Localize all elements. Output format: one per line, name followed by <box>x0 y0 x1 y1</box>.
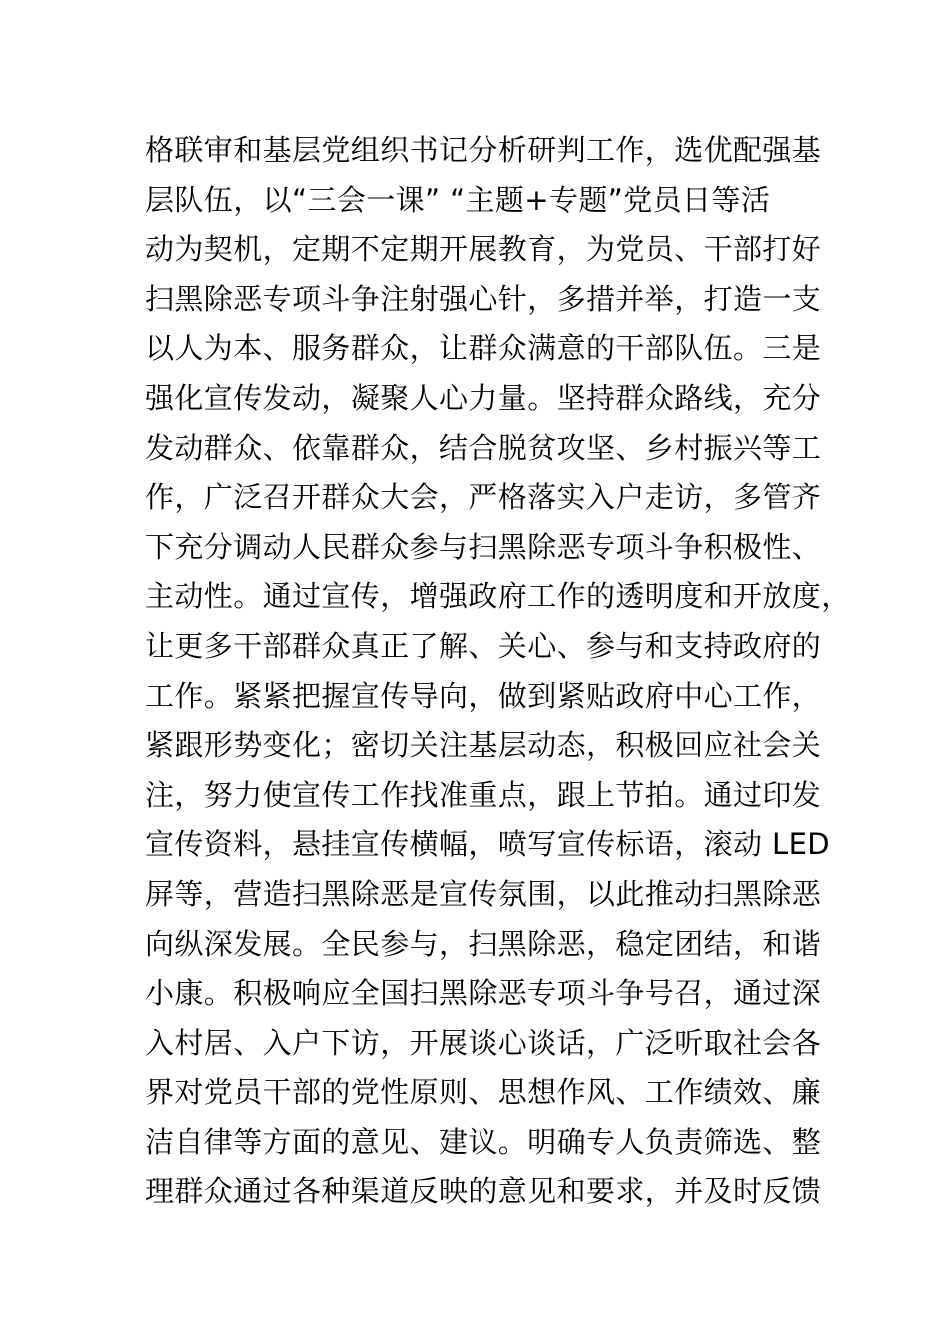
text-line: 向纵深发展。全民参与，扫黑除恶，稳定团结，和谐 <box>145 926 822 961</box>
text-line: 入村居、入户下访，开展谈心谈话，广泛听取社会各 <box>145 1025 822 1060</box>
text-line: 让更多干部群众真正了解、关心、参与和支持政府的 <box>145 628 822 663</box>
text-line: 强化宣传发动，凝聚人心力量。坚持群众路线，充分 <box>145 380 822 415</box>
text-line: 宣传资料，悬挂宣传横幅，喷写宣传标语，滚动 LED <box>145 827 831 862</box>
text-line: 注，努力使宣传工作找准重点，跟上节拍。通过印发 <box>145 777 822 812</box>
text-line: 紧跟形势变化；密切关注基层动态，积极回应社会关 <box>145 728 822 763</box>
text-line: 作，广泛召开群众大会，严格落实入户走访，多管齐 <box>145 480 822 515</box>
text-line: 层队伍，以“三会一课” “主题+专题”党员日等活 <box>145 182 771 217</box>
text-line: 扫黑除恶专项斗争注射强心针，多措并举，打造一支 <box>145 281 822 316</box>
text-line: 发动群众、依靠群众，结合脱贫攻坚、乡村振兴等工 <box>145 430 822 465</box>
text-line: 主动性。通过宣传，增强政府工作的透明度和开放度， <box>145 579 851 614</box>
text-line: 理群众通过各种渠道反映的意见和要求，并及时反馈 <box>145 1174 822 1209</box>
text-line: 以人为本、服务群众，让群众满意的干部队伍。三是 <box>145 331 822 366</box>
text-line: 屏等，营造扫黑除恶是宣传氛围，以此推动扫黑除恶 <box>145 876 822 911</box>
text-line: 小康。积极响应全国扫黑除恶专项斗争号召，通过深 <box>145 976 822 1011</box>
text-line: 动为契机，定期不定期开展教育，为党员、干部打好 <box>145 232 822 267</box>
text-line: 工作。紧紧把握宣传导向，做到紧贴政府中心工作， <box>145 678 822 713</box>
text-line: 格联审和基层党组织书记分析研判工作，选优配强基 <box>145 133 822 167</box>
body-paragraph <box>145 126 851 1217</box>
text-line: 界对党员干部的党性原则、思想作风、工作绩效、廉 <box>145 1075 822 1110</box>
text-line: 洁自律等方面的意见、建议。明确专人负责筛选、整 <box>145 1124 822 1159</box>
text-line: 下充分调动人民群众参与扫黑除恶专项斗争积极性、 <box>145 529 822 564</box>
